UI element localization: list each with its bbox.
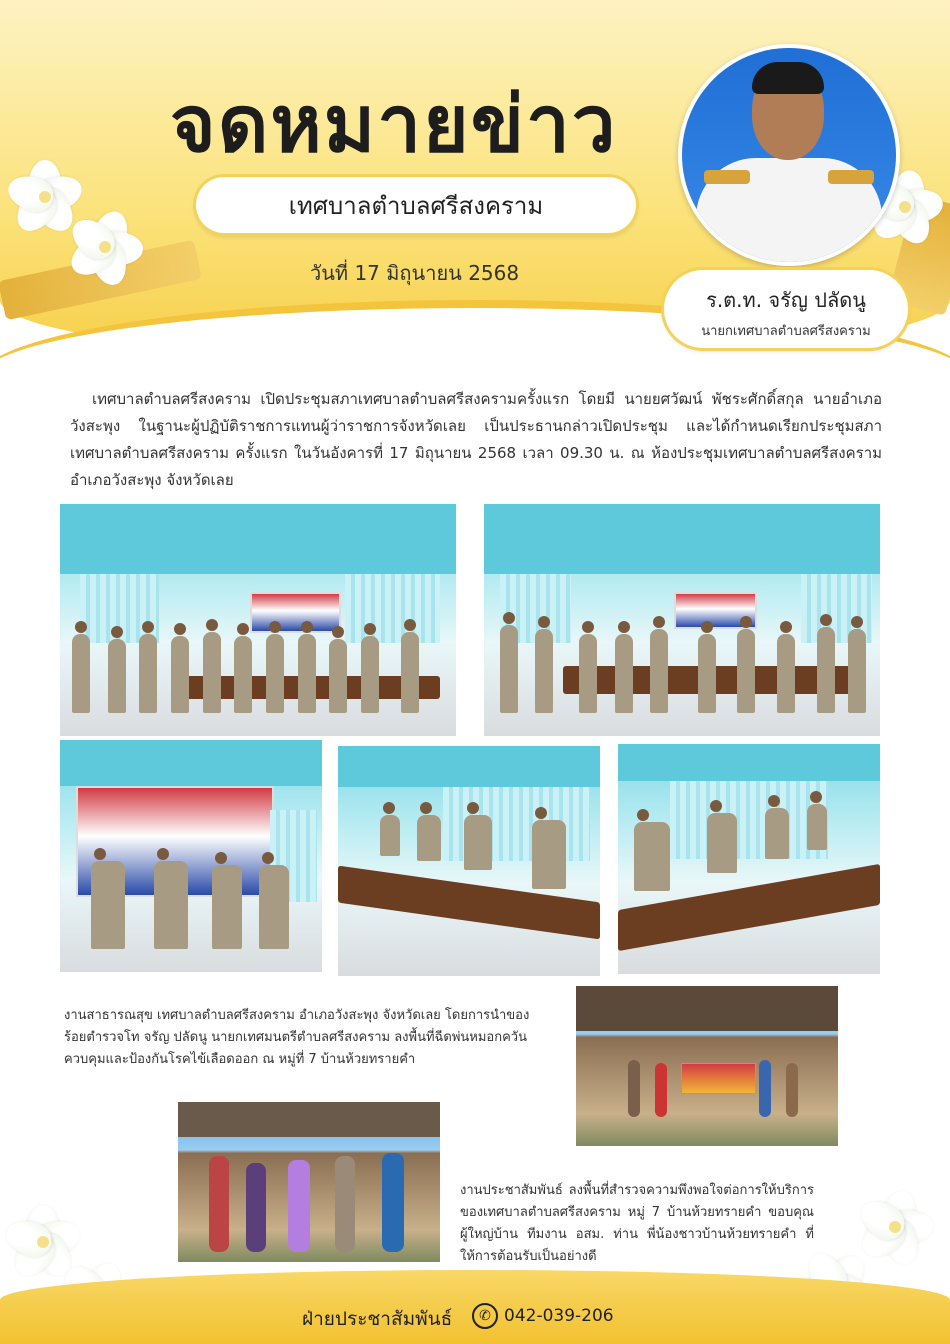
mayor-portrait	[678, 44, 900, 266]
health-caption: งานสาธารณสุข เทศบาลตำบลศรีสงคราม อำเภอวังสะพุง จังหวัดเลย โดยการนำของ ร้อยตำรวจโท จรัญ ปลัดนู นายกเทศมนตรีตำบลศรีสงคราม ลงพื้นที่ฉีดพ่นหมอกควันควบคุมและป้องกันโรคไข้เลือดออก ณ หมู่ที่ 7 บ้านห้วยทรายคำ	[64, 1008, 530, 1067]
mayor-name-card	[664, 270, 908, 348]
survey-photo	[178, 1102, 440, 1262]
bouquet-photo	[60, 740, 322, 972]
flower-icon	[70, 210, 140, 280]
phone-icon: ✆	[472, 1303, 498, 1329]
article-intro: เทศบาลตำบลศรีสงคราม เปิดประชุมสภาเทศบาลตำบลศรีสงครามครั้งแรก โดยมี นายยศวัฒน์ พัชระศักดิ์สกุล นายอำเภอวังสะพุง ในฐานะผู้ปฏิบัติราชการแทนผู้ว่าราชการจังหวัดเลย เป็นประธานกล่าวเปิดประชุม และได้กำหนดเรียกประชุมสภาเทศบาลตำบลศรีสงคราม ครั้งแรก ในวันอังคารที่ 17 มิถุนายน 2568 เวลา 09.30 น. ณ ห้องประชุมเทศบาลตำบลศรีสงคราม อำเภอวังสะพุง จังหวัดเลย	[70, 390, 882, 489]
mayor-position: นายกเทศบาลตำบลศรีสงคราม	[701, 324, 871, 339]
village-group-photo	[576, 986, 838, 1146]
mayor-name: ร.ต.ท. จรัญ ปลัดนู	[706, 288, 866, 312]
flower-icon	[860, 1190, 930, 1260]
newsletter-title: จดหมายข่าว	[170, 79, 618, 170]
meeting-photo	[484, 504, 880, 736]
footer-phone[interactable]: 042-039-206	[504, 1306, 614, 1326]
organization-name: เทศบาลตำบลศรีสงคราม	[288, 191, 544, 220]
issue-date: วันที่ 17 มิถุนายน 2568	[310, 261, 520, 285]
footer-department: ฝ่ายประชาสัมพันธ์	[302, 1308, 453, 1330]
council-photo	[618, 744, 880, 974]
meeting-photo	[60, 504, 456, 736]
council-photo	[338, 746, 600, 976]
pr-caption: งานประชาสัมพันธ์ ลงพื้นที่สำรวจความพึงพอใจต่อการให้บริการของเทศบาลตำบลศรีสงคราม หมู่ 7 บ้านห้วยทรายคำ ขอบคุณผู้ใหญ่บ้าน ทีมงาน อสม. ท่าน พี่น้องชาวบ้านห้วยทรายคำ ที่ให้การต้อนรับเป็นอย่างดี	[460, 1183, 814, 1264]
organization-banner	[196, 177, 636, 233]
